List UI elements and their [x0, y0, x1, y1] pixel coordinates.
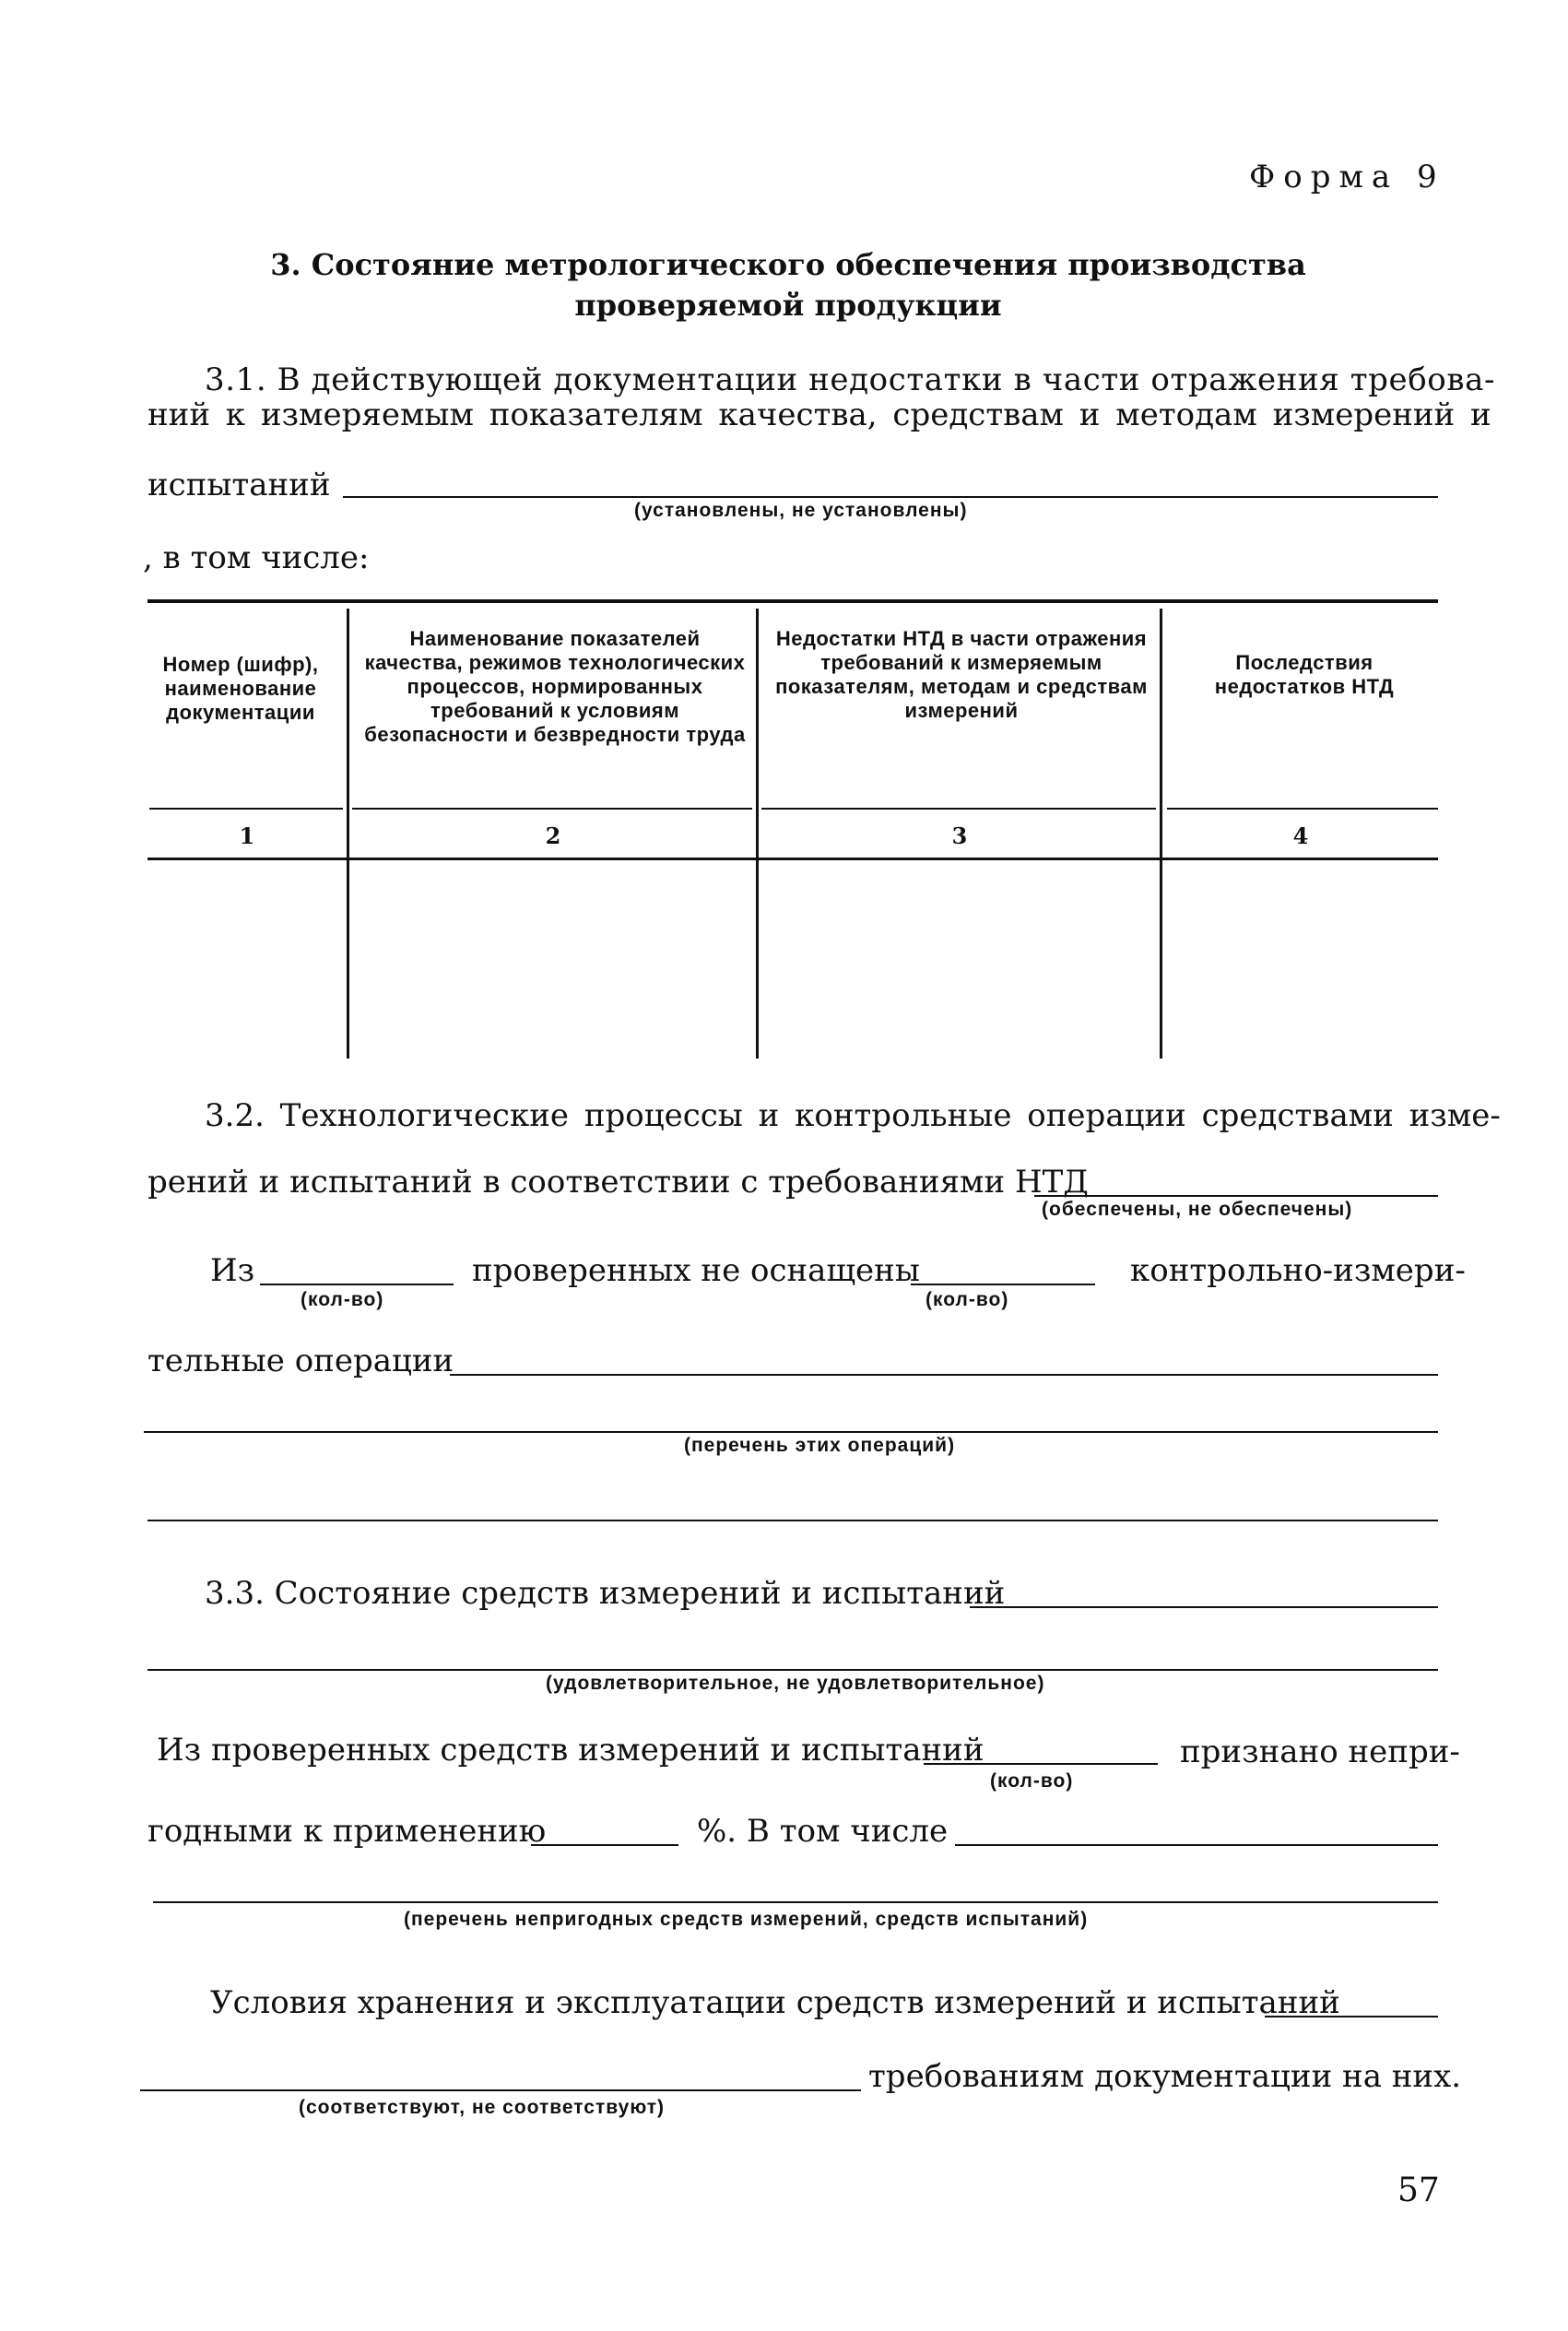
p33-fill-line-1[interactable]: [970, 1606, 1438, 1608]
p32-fill-count-1[interactable]: [260, 1284, 454, 1285]
p32-kolvo-1: (кол-во): [301, 1289, 384, 1310]
p33-fill-line-6[interactable]: [140, 2089, 861, 2091]
table-colnum-2: 2: [545, 822, 561, 849]
p31-hint: (установлены, не установлены): [634, 500, 968, 521]
table-colnum-4: 4: [1292, 822, 1309, 849]
p32-kolvo-2: (кол-во): [925, 1289, 1009, 1310]
table-header-rule-3: [761, 808, 1156, 810]
table-col-divider-2: [756, 609, 759, 1059]
table-header-1: Номер (шифр), наименование документации: [162, 653, 319, 724]
p33-line2b: признано непри-: [1180, 1733, 1460, 1770]
p32-kontrolno: контрольно-измери-: [1130, 1252, 1466, 1289]
p33-kolvo: (кол-во): [990, 1770, 1074, 1792]
p33-line4: Условия хранения и эксплуатации средств измерений и испытаний: [210, 1984, 1340, 2021]
p33-line3a: годными к применению: [147, 1813, 547, 1850]
p33-fill-percent[interactable]: [531, 1844, 678, 1846]
p32-fill-count-2[interactable]: [911, 1284, 1095, 1285]
table-header-rule-2: [352, 808, 752, 810]
p31-line1: 3.1. В действующей документации недостатки в части отражения требова-: [205, 361, 1496, 398]
p31-fill-line[interactable]: [343, 496, 1438, 498]
table-header-rule-4: [1167, 808, 1438, 810]
p33-fill-count[interactable]: [924, 1763, 1158, 1765]
p32-proverennyh: проверенных не оснащены: [472, 1252, 920, 1289]
p33-line2a: Из проверенных средств измерений и испытаний: [157, 1732, 984, 1769]
p33-hint1: (удовлетворительное, не удовлетворительное): [546, 1673, 1045, 1694]
p33-hint2: (перечень непригодных средств измерений, средств испытаний): [404, 1909, 1089, 1930]
p32-hint2: (перечень этих операций): [684, 1435, 956, 1456]
p33-fill-line-5[interactable]: [1265, 2016, 1438, 2017]
p32-line4: тельные операции: [147, 1343, 454, 1379]
p32-hint1: (обеспечены, не обеспечены): [1042, 1199, 1353, 1220]
table-number-rule: [147, 858, 1438, 860]
p33-fill-line-4[interactable]: [153, 1901, 1438, 1903]
p33-fill-line-2[interactable]: [147, 1669, 1438, 1671]
table-header-4: Последствия недостатков НТД: [1214, 651, 1395, 698]
p31-line3: испытаний: [147, 467, 331, 503]
table-header-3: Недостатки НТД в части отражения требований к измеряемым показателям, методам и средствам измерений: [775, 627, 1148, 722]
section-title-line1: 3. Состояние метрологического обеспечения производства: [270, 247, 1306, 282]
table-header-rule-1: [149, 808, 343, 810]
section-title-line2: проверяемой продукции: [574, 288, 1002, 323]
table-top-rule: [147, 599, 1438, 603]
p32-line2: рений и испытаний в соответствии с требованиями НТД: [147, 1164, 1089, 1201]
table-colnum-1: 1: [239, 822, 255, 849]
p31-line4: , в том числе:: [143, 539, 370, 576]
p33-fill-line-3[interactable]: [955, 1844, 1438, 1846]
p32-fill-line-4[interactable]: [147, 1520, 1438, 1521]
form-label: Форма 9: [1249, 159, 1445, 195]
p33-hint3: (соответствуют, не соответствуют): [299, 2097, 666, 2118]
p32-fill-line-1[interactable]: [1034, 1195, 1438, 1197]
p33-line5b: требованиям документации на них.: [868, 2058, 1462, 2095]
table-colnum-3: 3: [951, 822, 968, 849]
p32-fill-line-2[interactable]: [450, 1374, 1438, 1376]
p31-line2: ний к измеряемым показателям качества, средствам и методам измерений и: [147, 396, 1491, 433]
p33-line1: 3.3. Состояние средств измерений и испытаний: [205, 1575, 1006, 1612]
table-col-divider-3: [1160, 609, 1162, 1059]
page-number: 57: [1397, 2171, 1440, 2209]
p32-fill-line-3[interactable]: [144, 1431, 1438, 1433]
table-col-divider-1: [347, 609, 349, 1059]
table-header-2: Наименование показателей качества, режимов технологических процессов, нормированных требований к условиям безопасности и безвредности труда: [364, 627, 746, 746]
p33-line3b: %. В том числе: [697, 1813, 949, 1850]
p32-line1: 3.2. Технологические процессы и контрольные операции средствами изме-: [205, 1097, 1501, 1134]
p32-iz: Из: [210, 1252, 255, 1289]
